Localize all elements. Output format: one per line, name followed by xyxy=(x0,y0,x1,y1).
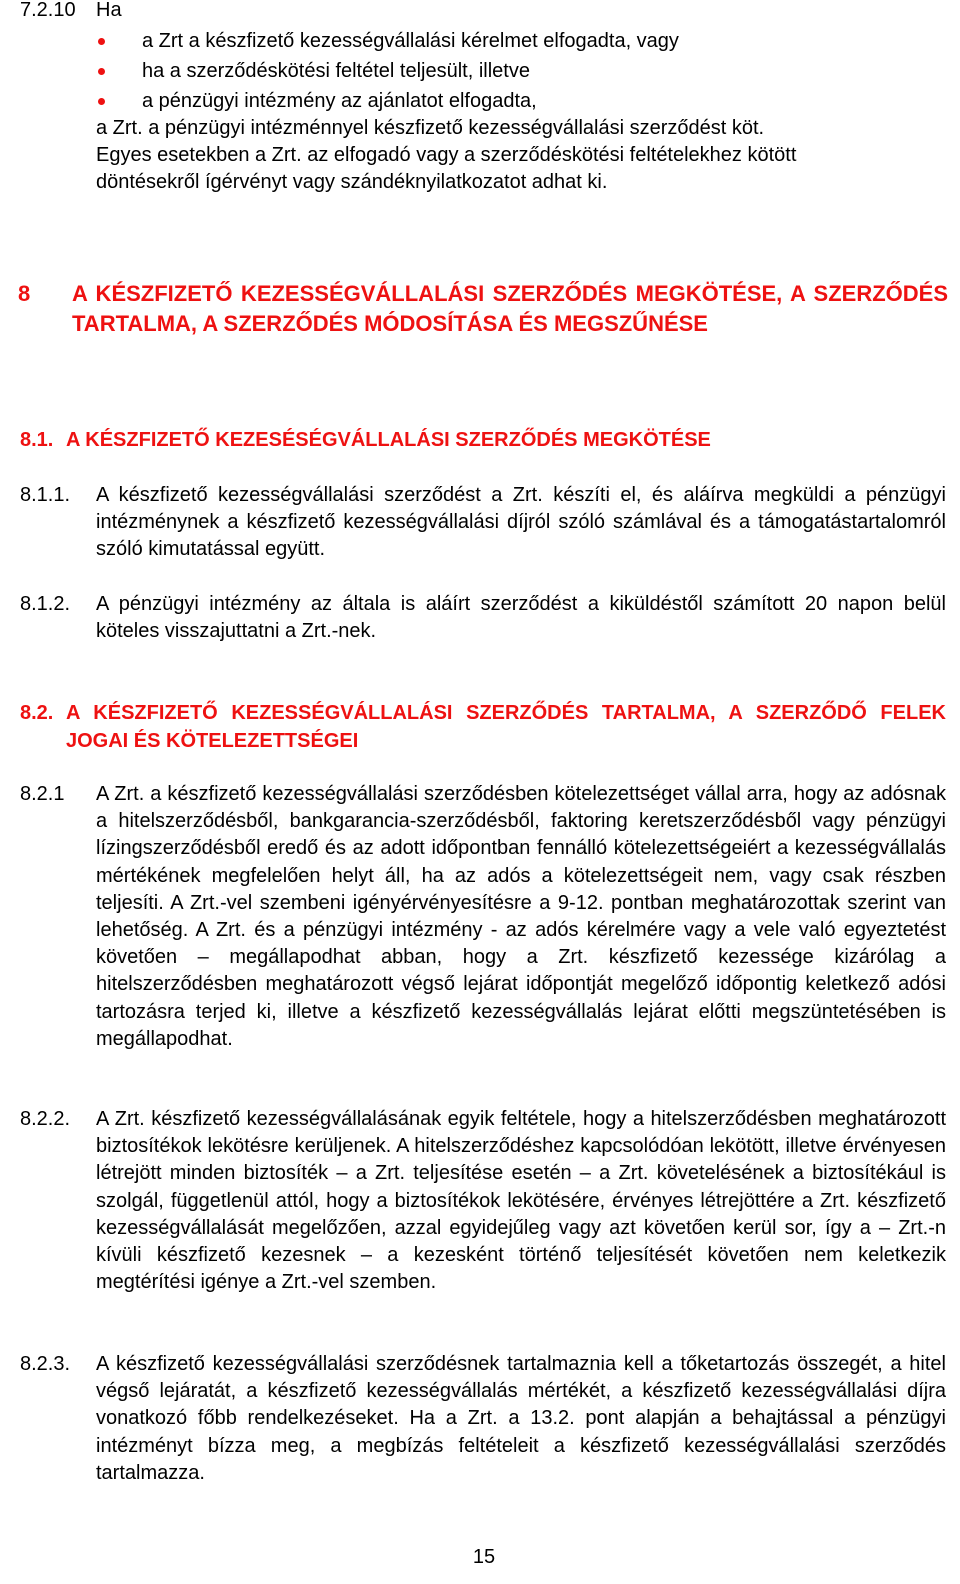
paragraph-text: A pénzügyi intézmény az általa is aláírt szerződést a kiküldéstől számított 20 napon belül köteles visszajuttatni a Zrt.-nek. xyxy=(96,593,946,643)
bullet-item: a pénzügyi intézmény az ajánlatot elfogadta, xyxy=(142,90,537,112)
paragraph-text: A Zrt. készfizető kezességvállalásának egyik feltétele, hogy a hitelszerződésben meghatározott biztosítékok lekötésre kerüljenek. A hitelszerződéshez kapcsolódóan lekötött, illetve érvényesen létrejött minden biztosíték – a Zrt. teljesítése esetén – a Zrt. követelésének a biztosítékául is szolgál, függetlenül attól, hogy a biztosítékok lekötésére, érvényes létrejöttére a Zrt. készfizető kezességvállalását megelőzően, azzal egyidejűleg vagy azt követően kerül sor, így a – Zrt.-n kívüli készfizető kezesnek – a kezesként történő teljesítését követően nem keletkezik megtérítési igénye a Zrt.-vel szemben. xyxy=(96,1108,946,1294)
paragraph-line: döntésekről ígérvényt vagy szándéknyilatkozatot adhat ki. xyxy=(96,171,608,193)
paragraph-number: 8.1.2. xyxy=(20,593,71,615)
paragraph-number: 8.2.1 xyxy=(20,783,65,805)
bullet-item: a Zrt a készfizető kezességvállalási kérelmet elfogadta, vagy xyxy=(142,30,679,52)
section-title: A KÉSZFIZETŐ KEZESÉSÉGVÁLLALÁSI SZERZŐDÉS MEGKÖTÉSE xyxy=(66,429,711,451)
paragraph-text: A Zrt. a készfizető kezességvállalási szerződésben kötelezettséget vállal arra, hogy az adósnak a hitelszerződésből, bankgarancia-szerződésből, faktoring keretszerződésből vagy pénzügyi lízingszerződésből eredő és az adott időpontban fennálló kötelezettségeiért a kezességvállalás mértékének megfelelően helyt áll, ha az adós a kötelezettségeit nem, vagy csak részben teljesíti. A Zrt.-vel szembeni igényérvényesítésre a 9-12. pontban meghatározottak szerint van lehetőség. A Zrt. és a pénzügyi intézmény - az adós kérelmére vagy a vele való egyeztetést követően – megállapodhat abban, hogy a Zrt. készfizető kezessége kizárólag a hitelszerződésben meghatározott végső lejárat időpontját megelőző időpontig keletkező adósi tartozásra terjed ki, illetve a készfizető kezességvállalás lejárat előtti megszüntetésében is megállapodhat. xyxy=(96,783,946,1050)
section-title: A KÉSZFIZETŐ KEZESSÉGVÁLLALÁSI SZERZŐDÉS TARTALMA, A SZERZŐDŐ FELEK JOGAI ÉS KÖTELEZETTSÉGEI xyxy=(66,702,946,752)
chapter-title: A KÉSZFIZETŐ KEZESSÉGVÁLLALÁSI SZERZŐDÉS MEGKÖTÉSE, A SZERZŐDÉS TARTALMA, A SZERZŐDÉS MÓDOSÍTÁSA ÉS MEGSZŰNÉSE xyxy=(72,281,948,336)
page-number: 15 xyxy=(472,1546,496,1568)
bullet-icon xyxy=(98,98,105,105)
section-number: 8.1. xyxy=(20,429,54,451)
bullet-item: ha a szerződéskötési feltétel teljesült, illetve xyxy=(142,60,530,82)
section-number: 8.2. xyxy=(20,702,54,724)
paragraph-line: Egyes esetekben a Zrt. az elfogadó vagy a szerződéskötési feltételekhez kötött xyxy=(96,144,797,166)
chapter-number: 8 xyxy=(18,281,31,306)
paragraph-number: 8.1.1. xyxy=(20,484,71,506)
paragraph-line: a Zrt. a pénzügyi intézménnyel készfizető kezességvállalási szerződést köt. xyxy=(96,117,765,139)
paragraph-number: 8.2.3. xyxy=(20,1353,71,1375)
bullet-icon xyxy=(98,38,105,45)
paragraph-number: 8.2.2. xyxy=(20,1108,71,1130)
paragraph-text: A készfizető kezességvállalási szerződést a Zrt. készíti el, és aláírva megküldi a pénzügyi intézménynek a készfizető kezességvállalási díjról szóló számlával és a támogatástartalomról szóló kimutatással együtt. xyxy=(96,484,946,561)
bullet-icon xyxy=(98,68,105,75)
section-number: 7.2.10 xyxy=(20,0,76,21)
paragraph-text: A készfizető kezességvállalási szerződésnek tartalmaznia kell a tőketartozás összegét, a hitel végső lejáratát, a készfizető kezességvállalás mértékét, a készfizető kezességvállalási díjra vonatkozó főbb rendelkezéseket. Ha a Zrt. a 13.2. pont alapján a behajtással a pénzügyi intézményt bízza meg, a megbízás feltételeit a készfizető kezességvállalási szerződés tartalmazza. xyxy=(96,1353,946,1484)
section-lead: Ha xyxy=(96,0,122,21)
